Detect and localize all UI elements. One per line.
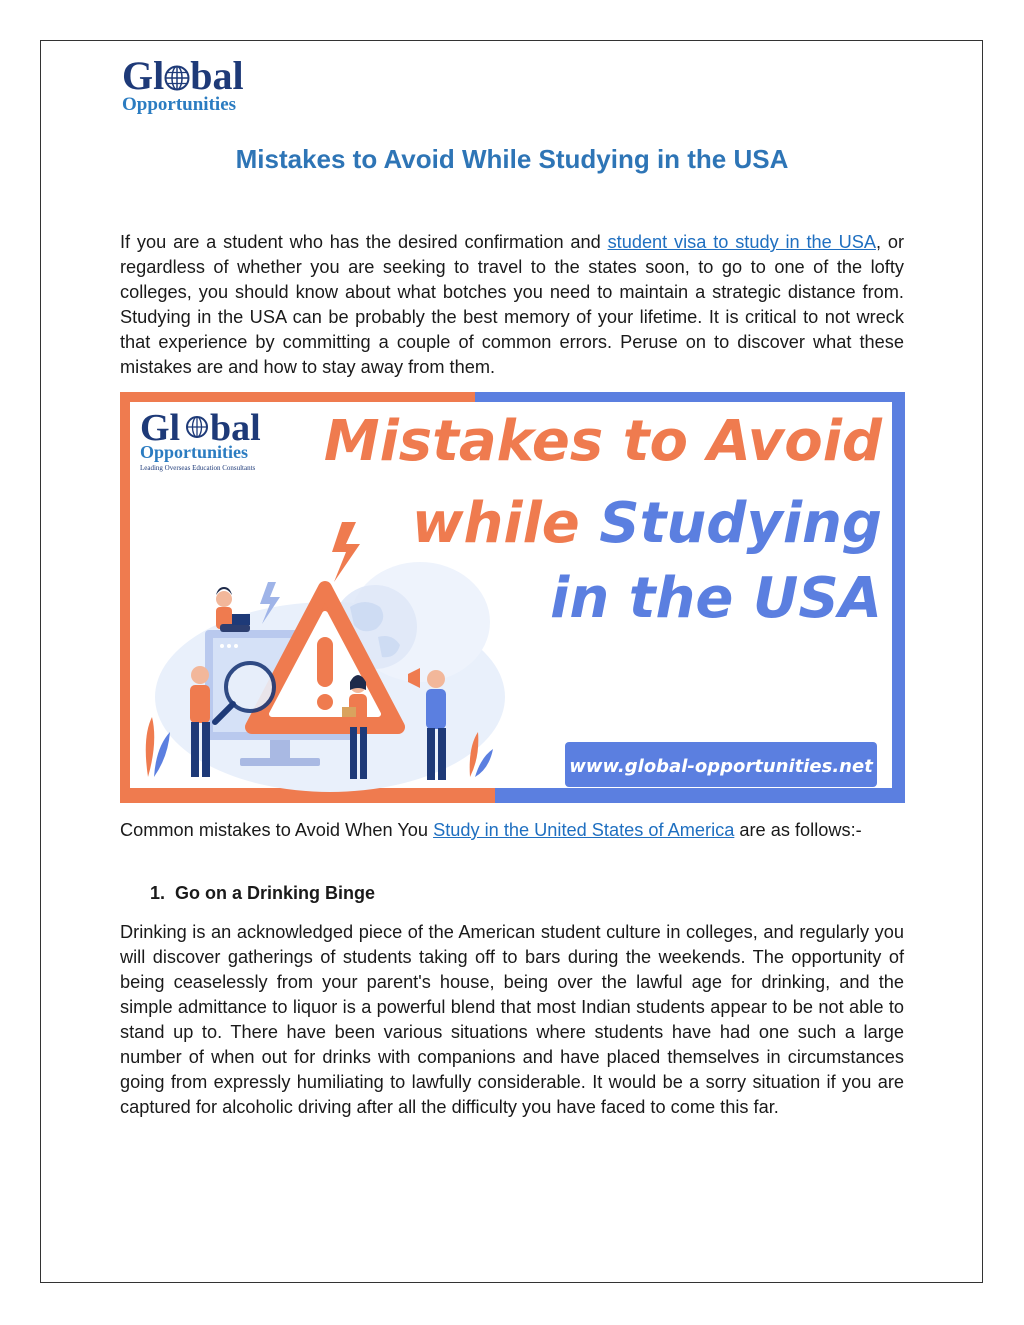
- section-body: Drinking is an acknowledged piece of the American student culture in colleges, and regularly you will discover gatherings of students taking off to bars during the weekends. The opportunity of being ceaselessly from your parent's house, being over the lawful age for drinking, and the simple admittance to liquor is a powerful blend that most Indian students appear to be not able to stand up to. There have been various situations where students have had one such a large number of when out for drinks with companions and have placed themselves in circumstances going from expressly humiliating to lawfully considerable. It would be a sorry situation if you are captured for alcoholic driving after all the difficulty you have faced to come this far.: [120, 922, 904, 1117]
- hero-headline-line3: in the USA: [550, 566, 882, 631]
- hero-headline-line1: Mistakes to Avoid: [323, 409, 882, 474]
- svg-text:Gl: Gl: [140, 407, 181, 449]
- section-number: 1.: [150, 883, 166, 903]
- website-url: www.global-opportunities.net: [569, 756, 873, 777]
- intro-paragraph: If you are a student who has the desired confirmation and student visa to study in the USA, or regardless of whether you are seeking to travel to the states soon, to go to one of the lofty colleges, you should know about what botches you need to maintain a strategic distance from. Studying in the USA can be probably the best memory of your lifetime. It is critical to not wreck that experience by committing a couple of common errors. Peruse on to discover what these mistakes are and how to stay away from them.: [120, 232, 905, 377]
- brand-wordmark: Gl bal: [122, 53, 244, 98]
- page-title: Mistakes to Avoid While Studying in the USA: [235, 144, 789, 174]
- common-mistakes-intro: Common mistakes to Avoid When You Study in the United States of America are as follows:-: [120, 820, 862, 840]
- hero-banner: [120, 392, 905, 803]
- section-heading: [150, 880, 375, 906]
- globe-icon: [164, 65, 190, 91]
- student-visa-link[interactable]: student visa to study in the USA: [607, 232, 876, 252]
- hero-headline-line2: while Studying: [411, 491, 882, 556]
- svg-text:Opportunities: Opportunities: [140, 442, 249, 462]
- svg-text:bal: bal: [210, 407, 261, 449]
- brand-subtitle: Opportunities: [122, 94, 237, 115]
- svg-text:Leading Overseas Education Con: Leading Overseas Education Consultants: [140, 464, 256, 472]
- study-usa-link[interactable]: Study in the United States of America: [433, 820, 735, 840]
- brand-logo: [122, 53, 262, 120]
- hero-globe-icon: [187, 417, 207, 437]
- section-title: Go on a Drinking Binge: [175, 883, 376, 903]
